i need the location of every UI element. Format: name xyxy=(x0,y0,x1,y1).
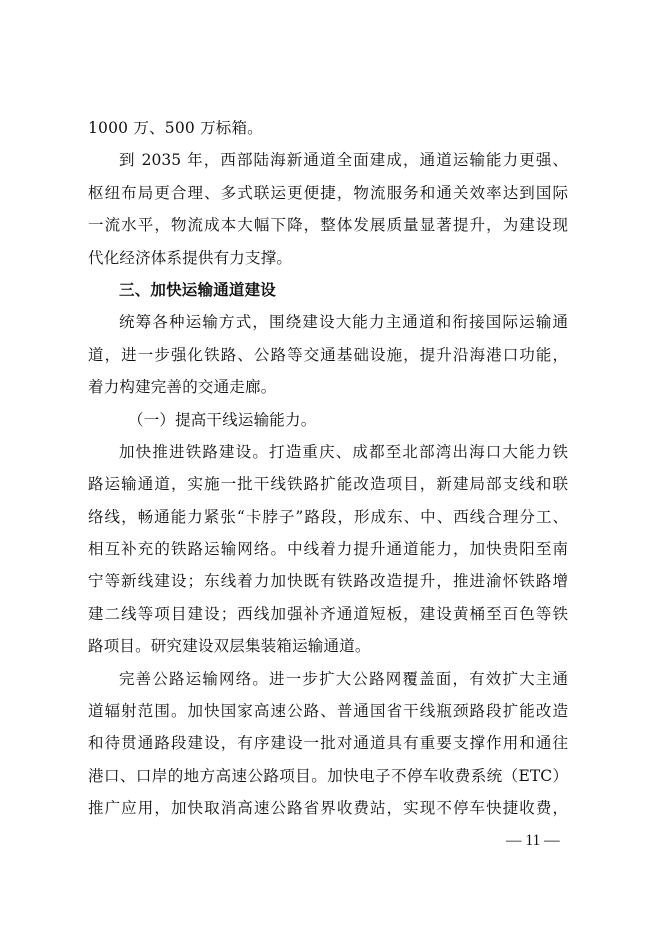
paragraph-line: 枢纽布局更合理、多式联运更便捷，物流服务和通关效率达到国际 xyxy=(88,183,568,202)
paragraph-line: 络线，畅通能力紧张“卡脖子”路段，形成东、中、西线合理分工、 xyxy=(88,507,568,526)
paragraph-line: 统筹各种运输方式，围绕建设大能力主通道和衔接国际运输通 xyxy=(119,313,568,332)
body-text xyxy=(88,112,568,825)
paragraph-line: 宁等新线建设；东线着力加快既有铁路改造提升，推进渝怀铁路增 xyxy=(88,572,568,591)
subsection-heading: （一）提高干线运输能力。 xyxy=(128,410,317,429)
paragraph-line: 路运输通道，实施一批干线铁路扩能改造项目，新建局部支线和联 xyxy=(88,475,568,494)
paragraph-line: 到 2035 年，西部陆海新通道全面建成，通道运输能力更强、 xyxy=(119,151,568,170)
paragraph-line: 代化经济体系提供有力支撑。 xyxy=(88,248,293,267)
paragraph-line: 和待贯通路段建设，有序建设一批对通道具有重要支撑作用和通往 xyxy=(88,734,568,753)
paragraph-line: 建二线等项目建设；西线加强补齐通道短板，建设黄桶至百色等铁 xyxy=(88,604,568,623)
paragraph-line: 1000 万、500 万标箱。 xyxy=(88,119,263,137)
paragraph-line: 完善公路运输网络。进一步扩大公路网覆盖面，有效扩大主通 xyxy=(119,669,568,688)
page-number: — 11 — xyxy=(506,832,560,849)
paragraph-line: 加快推进铁路建设。打造重庆、成都至北部湾出海口大能力铁 xyxy=(119,442,568,461)
paragraph-line: 路项目。研究建设双层集装箱运输通道。 xyxy=(88,637,371,656)
paragraph-line: 港口、口岸的地方高速公路项目。加快电子不停车收费系统（ETC） xyxy=(88,766,568,785)
section-heading: 三、加快运输通道建设 xyxy=(119,280,277,299)
paragraph-line: 道，进一步强化铁路、公路等交通基础设施，提升沿海港口功能， xyxy=(88,345,568,364)
paragraph-line: 道辐射范围。加快国家高速公路、普通国省干线瓶颈路段扩能改造 xyxy=(88,702,568,721)
paragraph-line: 着力构建完善的交通走廊。 xyxy=(88,378,277,397)
paragraph-line: 推广应用，加快取消高速公路省界收费站，实现不停车快捷收费， xyxy=(88,799,568,818)
paragraph-line: 相互补充的铁路运输网络。中线着力提升通道能力，加快贵阳至南 xyxy=(88,540,568,559)
paragraph-line: 一流水平，物流成本大幅下降，整体发展质量显著提升，为建设现 xyxy=(88,216,568,235)
